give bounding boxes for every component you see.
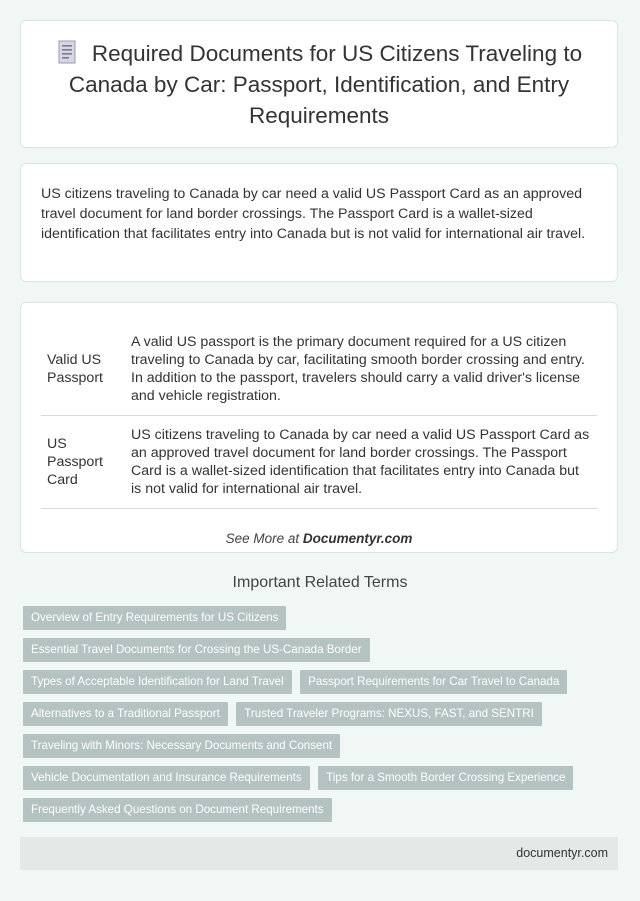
page-title: [21, 38, 617, 131]
related-tag[interactable]: Traveling with Minors: Necessary Documents and Consent: [23, 734, 340, 758]
footer: [20, 837, 618, 870]
terms-table: [41, 321, 597, 509]
related-terms-heading: Important Related Terms: [232, 574, 408, 591]
see-more-site[interactable]: Documentyr.com: [302, 531, 413, 546]
description-cell: US citizens traveling to Canada by car need a valid US Passport Card as an approved travel document for land border crossings. The Passport Card is a wallet-sized identification that facilitates entry into Canada but is not valid for international air travel.: [125, 416, 597, 509]
title-card: [20, 20, 618, 148]
description-cell: A valid US passport is the primary document required for a US citizen traveling to Canada by car, facilitating smooth border crossing and entry. In addition to the passport, travelers should carry a valid driver's license and vehicle registration.: [125, 321, 597, 416]
document-icon: [56, 40, 78, 64]
see-more-prefix: See More at: [225, 531, 300, 546]
page-title-text: Required Documents for US Citizens Traveling to Canada by Car: Passport, Identification, and Entry Requirements: [68, 40, 583, 128]
related-tags: [23, 606, 603, 830]
table-row: [41, 321, 597, 416]
term-cell: US Passport Card: [41, 416, 125, 509]
table-card: [20, 302, 618, 553]
related-tag[interactable]: Passport Requirements for Car Travel to Canada: [300, 670, 567, 694]
term-cell: Valid US Passport: [41, 321, 125, 416]
related-tag[interactable]: Trusted Traveler Programs: NEXUS, FAST, and SENTRI: [236, 702, 542, 726]
related-tag[interactable]: Overview of Entry Requirements for US Citizens: [23, 606, 286, 630]
related-tag[interactable]: Tips for a Smooth Border Crossing Experience: [318, 766, 573, 790]
related-tag[interactable]: Alternatives to a Traditional Passport: [23, 702, 228, 726]
related-tag[interactable]: Frequently Asked Questions on Document Requirements: [23, 798, 332, 822]
related-tag[interactable]: Types of Acceptable Identification for Land Travel: [23, 670, 292, 694]
footer-site[interactable]: documentyr.com: [516, 846, 608, 860]
summary-card: [20, 163, 618, 282]
table-row: [41, 416, 597, 509]
related-tag[interactable]: Vehicle Documentation and Insurance Requirements: [23, 766, 310, 790]
related-tag[interactable]: Essential Travel Documents for Crossing the US-Canada Border: [23, 638, 370, 662]
summary-text: US citizens traveling to Canada by car need a valid US Passport Card as an approved travel document for land border crossings. The Passport Card is a wallet-sized identification that facilitates entry into Canada but is not valid for international air travel.: [41, 186, 586, 242]
see-more-link[interactable]: [41, 531, 597, 546]
